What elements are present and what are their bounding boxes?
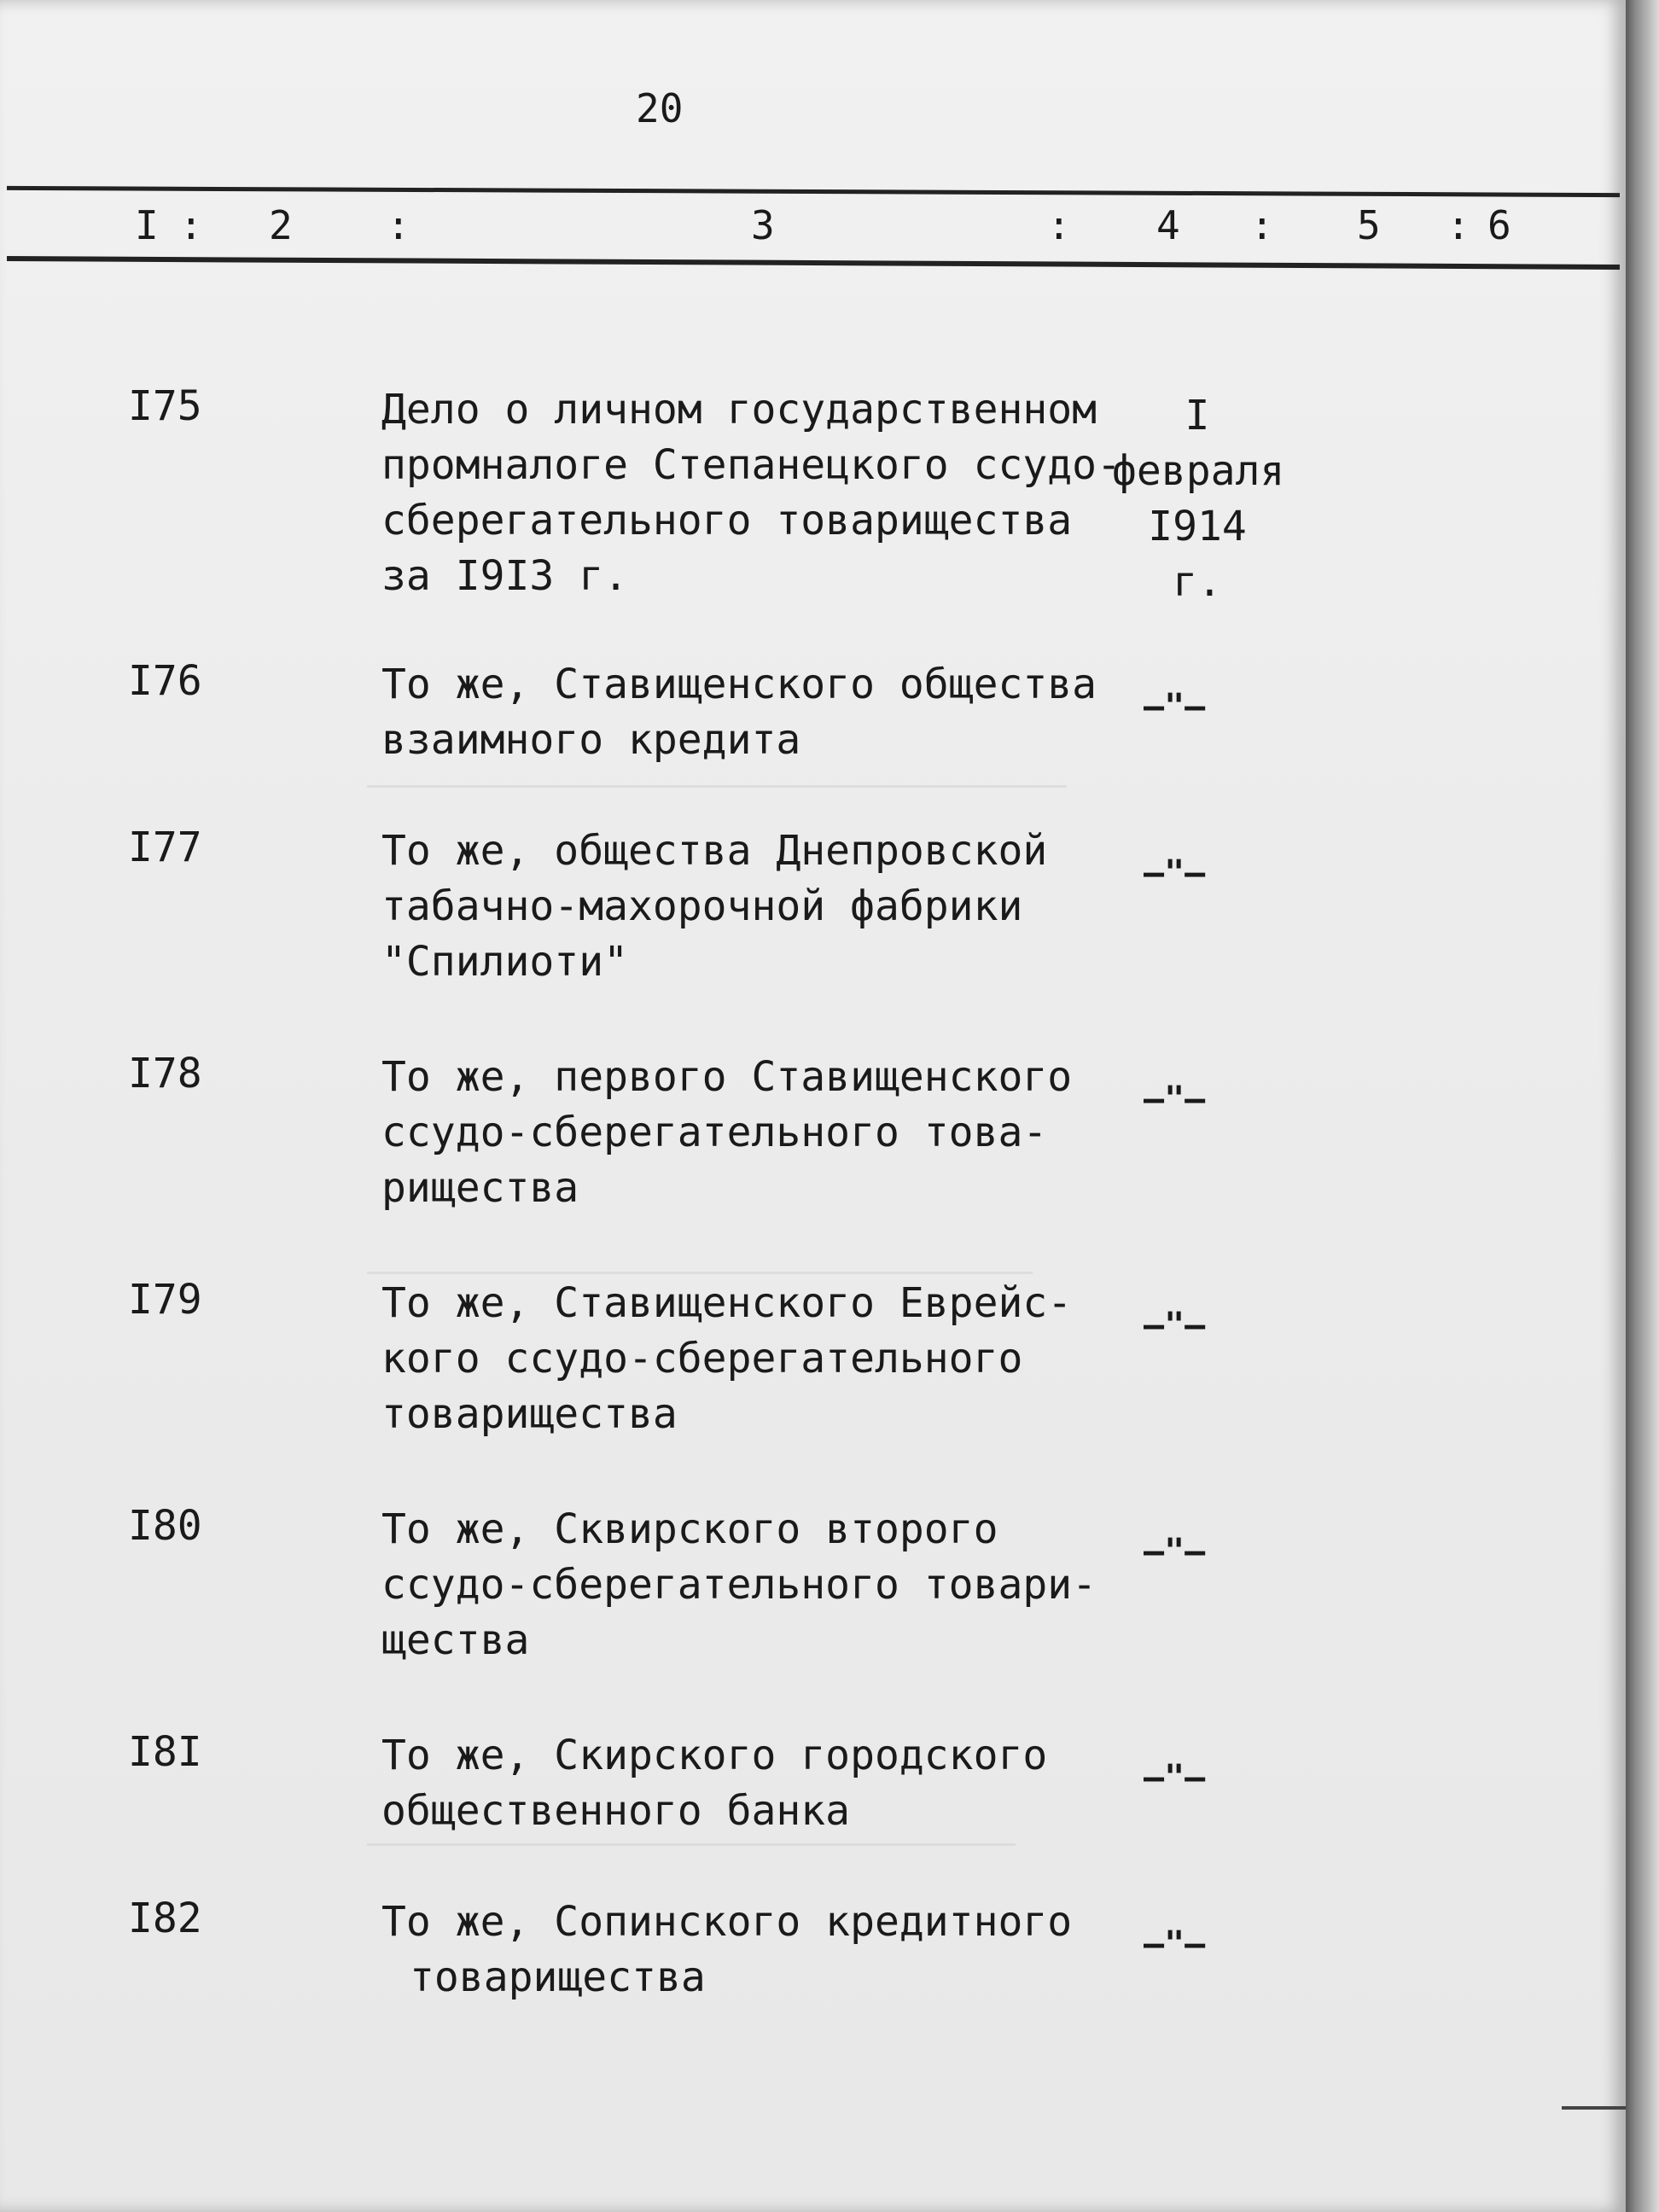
entry-title-line: рищества: [381, 1164, 579, 1212]
entry-title-line: общественного банка: [381, 1787, 851, 1835]
entry-title-line: Дело о личном государственном: [381, 386, 1097, 434]
entry-title-line: товарищества: [381, 1390, 678, 1438]
ditto-mark: —"—: [1144, 1080, 1206, 1119]
table-header-bottom-rule: [7, 256, 1620, 270]
entry-number: I78: [128, 1050, 202, 1097]
page-number: 20: [636, 85, 684, 131]
entry-title: [381, 1728, 1047, 1839]
entry-title-line: То же, Скирского городского: [381, 1732, 1048, 1779]
entry-title-line: ссудо-сберегательного това-: [381, 1109, 1048, 1156]
bleed-through-shadow: [367, 1237, 1033, 1274]
column-separator: :: [1047, 202, 1071, 248]
table-top-rule: [7, 186, 1620, 197]
entry-title-line: То же, общества Днепровской: [381, 827, 1048, 875]
entry-number: I80: [128, 1502, 202, 1550]
entry-title-line: товарищества: [410, 1953, 706, 2001]
ditto-mark: —"—: [1144, 1924, 1206, 1964]
entry-number: I82: [128, 1895, 202, 1942]
entry-number: I79: [128, 1276, 202, 1324]
column-header-1: I: [135, 202, 159, 248]
entry-number: I8I: [128, 1728, 202, 1776]
date-year: I914 г.: [1148, 503, 1247, 606]
column-separator: :: [179, 202, 203, 248]
entry-title-line: То же, Ставищенского общества: [381, 661, 1097, 708]
column-header-3: 3: [751, 202, 775, 248]
date-day: I: [1185, 392, 1210, 439]
entry-title-line: ссудо-сберегательного товари-: [381, 1561, 1097, 1609]
entry-number: I75: [128, 382, 202, 430]
entry-title: [381, 1895, 1072, 2005]
entry-title-line: щества: [381, 1616, 530, 1664]
ditto-mark: —"—: [1144, 687, 1206, 726]
column-separator: :: [1447, 202, 1470, 248]
entry-title-line: промналоге Степанецкого ссудо-: [381, 441, 1121, 489]
ditto-mark: —"—: [1144, 1532, 1206, 1571]
entry-title: [381, 1502, 1097, 1668]
entry-date: [1112, 388, 1283, 610]
entry-title-line: То же, первого Ставищенского: [381, 1053, 1073, 1101]
column-header-4: 4: [1156, 202, 1180, 248]
entry-title-line: взаимного кредита: [381, 716, 801, 764]
entry-title-line: сберегательного товарищества: [381, 497, 1073, 544]
column-header-6: 6: [1487, 202, 1511, 248]
entry-title: [381, 824, 1047, 990]
date-month: февраля: [1112, 447, 1285, 495]
entry-number: I77: [128, 824, 202, 871]
entry-title: [381, 657, 1097, 768]
entry-title-line: То же, Ставищенского Еврейс-: [381, 1279, 1073, 1327]
entry-title: [381, 1050, 1072, 1216]
entry-title-line: табачно-махорочной фабрики: [381, 882, 1023, 930]
ditto-mark: —"—: [1144, 853, 1206, 893]
column-header-5: 5: [1357, 202, 1381, 248]
margin-pencil-mark: [1562, 2106, 1626, 2110]
entry-title-line: за I9I3 г.: [381, 552, 628, 600]
entry-title: [381, 1276, 1072, 1442]
entry-title-line: "Спилиоти": [381, 938, 628, 986]
column-separator: :: [387, 202, 410, 248]
entry-title-line: То же, Сопинского кредитного: [381, 1898, 1073, 1946]
ditto-mark: —"—: [1144, 1306, 1206, 1345]
ditto-mark: —"—: [1144, 1758, 1206, 1797]
page-edge-shadow: [1626, 0, 1659, 2212]
entry-number: I76: [128, 657, 202, 705]
column-header-2: 2: [269, 202, 293, 248]
entry-title-line: То же, Сквирского второго: [381, 1505, 998, 1553]
entry-title: [381, 382, 1121, 604]
entry-title-line: кого ссудо-сберегательного: [381, 1335, 1023, 1382]
column-separator: :: [1250, 202, 1274, 248]
